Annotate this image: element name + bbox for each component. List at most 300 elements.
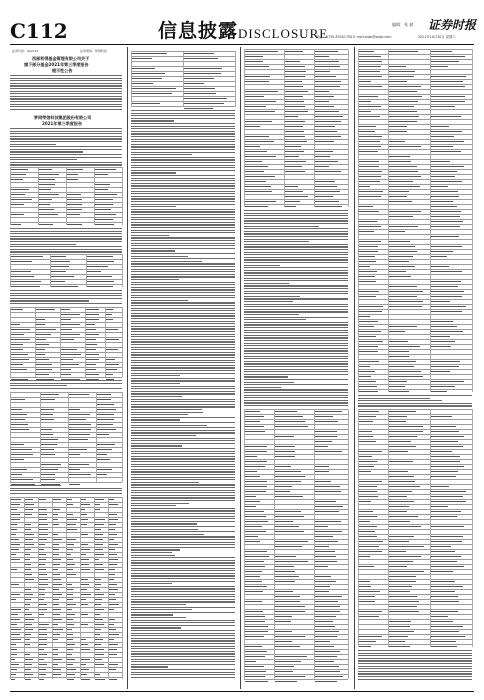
table-column-rule <box>38 167 39 225</box>
table-row <box>358 239 472 240</box>
text-line <box>131 391 235 392</box>
table-row <box>358 624 472 625</box>
table-column-rule <box>472 49 473 392</box>
text-line <box>131 198 235 199</box>
table-cell-text <box>11 339 30 340</box>
table-cell-text <box>39 169 52 170</box>
table-row <box>244 134 348 135</box>
table-cell-text <box>69 419 86 420</box>
text-line <box>244 296 300 297</box>
text-line <box>10 157 122 158</box>
table-cell-text <box>11 659 15 660</box>
text-line <box>131 536 235 537</box>
table-cell-text <box>315 71 330 72</box>
text-line <box>358 403 472 404</box>
text-line <box>131 674 235 675</box>
table-row <box>244 474 348 475</box>
table-row <box>244 464 348 465</box>
text-line <box>10 141 122 142</box>
table-cell-text <box>95 519 105 520</box>
table-row <box>358 304 472 305</box>
table-cell-text <box>95 559 99 560</box>
table-cell-text <box>359 566 374 567</box>
text-line <box>358 673 472 674</box>
text-line <box>131 331 235 332</box>
table-row <box>244 639 348 640</box>
table-cell-text <box>86 374 99 375</box>
table-cell-text <box>245 646 262 647</box>
table-row <box>10 442 122 443</box>
table-cell-text <box>389 116 419 117</box>
table-cell-text <box>36 309 55 310</box>
table-cell-text <box>132 88 176 89</box>
table-cell-text <box>11 509 17 510</box>
table-cell-text <box>359 231 374 232</box>
table-cell-text <box>431 191 458 192</box>
text-line <box>10 290 122 291</box>
table-row <box>358 244 472 245</box>
table-row <box>358 164 472 165</box>
text-line <box>131 128 235 129</box>
table-cell-text <box>39 174 59 175</box>
table-cell-text <box>95 174 108 175</box>
text-line <box>131 492 235 493</box>
table-row <box>10 432 122 433</box>
table-cell-text <box>36 354 45 355</box>
table-cell-text <box>95 659 102 660</box>
table-row <box>358 114 472 115</box>
text-line <box>244 301 293 302</box>
table-cell-text <box>11 286 40 287</box>
text-line <box>244 275 348 276</box>
table-column-rule <box>10 497 11 679</box>
table-column-rule <box>50 254 51 287</box>
table-cell-text <box>431 201 453 202</box>
text-line <box>131 375 180 376</box>
table-row <box>244 139 348 140</box>
table-cell-text <box>431 346 451 347</box>
table-cell-text <box>41 409 54 410</box>
table-cell-text <box>389 631 414 632</box>
table-cell-text <box>359 501 371 502</box>
text-line <box>244 304 348 305</box>
text-line <box>131 305 235 306</box>
table-cell-text <box>389 461 413 462</box>
text-line <box>131 131 235 132</box>
text-line <box>244 285 348 286</box>
text-line <box>131 669 235 670</box>
table-row <box>244 189 348 190</box>
table-cell-text <box>275 561 308 562</box>
text-line <box>131 547 235 548</box>
text-line <box>10 241 122 242</box>
table-cell-text <box>431 451 452 452</box>
table-cell-text <box>67 519 77 520</box>
table-cell-text <box>359 471 371 472</box>
table-cell-text <box>11 369 27 370</box>
text-line <box>131 323 235 324</box>
table-row <box>358 634 472 635</box>
text-line <box>244 252 348 253</box>
table-cell-text <box>245 111 275 112</box>
table-cell-text <box>359 141 380 142</box>
table-cell-text <box>86 324 95 325</box>
text-line <box>244 350 348 351</box>
table-cell-text <box>431 561 457 562</box>
table-row <box>358 544 472 545</box>
text-line <box>131 438 235 439</box>
table-cell-text <box>389 386 405 387</box>
table-cell-text <box>315 201 339 202</box>
table-cell-text <box>25 514 32 515</box>
table-cell-text <box>67 659 75 660</box>
table-cell-text <box>245 556 269 557</box>
text-line <box>131 594 235 595</box>
table-cell-text <box>86 314 99 315</box>
table-cell-text <box>11 644 16 645</box>
text-line <box>244 317 348 318</box>
text-line <box>131 367 235 368</box>
table-cell-text <box>315 96 334 97</box>
table-cell-text <box>285 161 306 162</box>
text-line <box>131 599 235 600</box>
column-4 <box>358 47 474 687</box>
table-row <box>358 614 472 615</box>
table-cell-text <box>51 266 69 267</box>
table-cell-text <box>315 136 341 137</box>
text-line <box>131 526 235 527</box>
table-row <box>10 397 122 398</box>
table-row <box>10 472 122 473</box>
table-cell-text <box>81 644 88 645</box>
table-cell-text <box>39 604 47 605</box>
table-cell-text <box>359 196 381 197</box>
table-cell-text <box>431 271 462 272</box>
table-cell-text <box>389 201 412 202</box>
table-cell-text <box>431 541 462 542</box>
text-line <box>244 267 348 268</box>
text-line <box>131 266 235 267</box>
table-row <box>244 659 348 660</box>
table-cell-text <box>11 474 22 475</box>
table-column-rule <box>85 307 86 377</box>
table-cell-text <box>39 524 48 525</box>
table-cell-text <box>39 554 46 555</box>
text-line <box>131 191 235 192</box>
table-cell-text <box>389 586 412 587</box>
text-line <box>10 383 122 384</box>
table-row <box>358 349 472 350</box>
table-cell-text <box>25 589 31 590</box>
table-cell-text <box>431 251 453 252</box>
table-cell-text <box>245 476 260 477</box>
table-row <box>358 179 472 180</box>
table-cell-text <box>359 111 371 112</box>
table-cell-text <box>275 661 301 662</box>
table-cell-text <box>81 534 88 535</box>
table-cell-text <box>431 141 464 142</box>
table-cell-text <box>69 414 90 415</box>
table-column-rule <box>388 49 389 392</box>
table-row <box>358 449 472 450</box>
table-row <box>358 294 472 295</box>
table-cell-text <box>389 156 410 157</box>
text-line <box>244 345 348 346</box>
table-row <box>358 589 472 590</box>
text-line <box>131 388 235 389</box>
table-cell-text <box>11 504 20 505</box>
table-cell-text <box>39 534 48 535</box>
table-row <box>358 259 472 260</box>
table-column-rule <box>122 392 123 482</box>
table-row <box>358 599 472 600</box>
table-cell-text <box>389 181 413 182</box>
table-cell-text <box>359 421 373 422</box>
table-row <box>244 564 348 565</box>
table-cell-text <box>275 526 299 527</box>
table-cell-text <box>36 329 56 330</box>
table-column-rule <box>60 307 61 377</box>
table-cell-text <box>11 224 21 225</box>
table-cell-text <box>53 609 61 610</box>
table-row <box>10 467 122 468</box>
table-cell-text <box>389 326 417 327</box>
table-cell-text <box>359 591 380 592</box>
table-cell-text <box>245 191 272 192</box>
table-cell-text <box>11 199 32 200</box>
table-cell-text <box>245 586 267 587</box>
table-row <box>244 644 348 645</box>
table-column-rule <box>122 307 123 377</box>
table-cell-text <box>389 191 409 192</box>
table-cell-text <box>81 589 87 590</box>
table-cell-text <box>11 344 23 345</box>
table-cell-text <box>81 569 90 570</box>
table-cell-text <box>11 534 16 535</box>
table-cell-text <box>315 51 338 52</box>
text-line <box>10 151 83 152</box>
table-cell-text <box>431 526 464 527</box>
table-cell-text <box>245 481 267 482</box>
table-cell-text <box>81 584 89 585</box>
table-cell-text <box>315 591 329 592</box>
table-cell-text <box>359 246 378 247</box>
table-row <box>244 559 348 560</box>
table-cell-text <box>11 569 17 570</box>
table-cell-text <box>359 296 376 297</box>
table-row <box>358 409 472 410</box>
table-cell-text <box>95 554 104 555</box>
table-cell-text <box>67 559 73 560</box>
table-cell-text <box>53 619 62 620</box>
text-line <box>131 412 203 413</box>
table-column-rule <box>10 254 11 287</box>
table-row <box>358 324 472 325</box>
table-cell-text <box>39 599 44 600</box>
table-cell-text <box>245 496 256 497</box>
table-column-rule <box>86 254 87 287</box>
table-cell-text <box>67 224 82 225</box>
table-cell-text <box>431 546 451 547</box>
table-cell-text <box>53 559 61 560</box>
text-line <box>10 228 122 229</box>
table-column-rule <box>244 409 245 679</box>
table-cell-text <box>95 549 103 550</box>
text-line <box>10 154 122 155</box>
table-column-rule <box>472 409 473 647</box>
table-cell-text <box>245 486 267 487</box>
table-row <box>244 99 348 100</box>
table-cell-text <box>67 639 73 640</box>
table-row <box>358 414 472 415</box>
table-cell-text <box>11 654 17 655</box>
table-cell-text <box>431 596 458 597</box>
table-row <box>244 569 348 570</box>
table-cell-text <box>359 581 370 582</box>
table-cell-text <box>389 566 407 567</box>
table-cell-text <box>109 619 115 620</box>
table-cell-text <box>67 564 75 565</box>
text-line <box>131 339 235 340</box>
table-row <box>358 539 472 540</box>
table-cell-text <box>67 654 72 655</box>
table-cell-text <box>275 566 294 567</box>
table-cell-text <box>389 371 421 372</box>
table-row <box>244 434 348 435</box>
table-row <box>244 574 348 575</box>
text-line <box>131 201 235 202</box>
table-cell-text <box>109 669 116 670</box>
table-row <box>10 452 122 453</box>
table-row <box>10 377 122 378</box>
table-row <box>358 254 472 255</box>
table-cell-text <box>359 261 376 262</box>
table-cell-text <box>315 661 334 662</box>
table-row <box>244 104 348 105</box>
table-cell-text <box>275 591 293 592</box>
table-cell-text <box>109 634 119 635</box>
table-column-rule <box>52 497 53 679</box>
table-cell-text <box>389 376 423 377</box>
report-title: 2021年第三季度报告 <box>42 121 83 126</box>
table-row <box>10 402 122 403</box>
table-cell-text <box>285 141 307 142</box>
table-cell-text <box>315 561 337 562</box>
text-line <box>131 596 235 597</box>
text-line <box>131 258 235 259</box>
text-line <box>131 206 176 207</box>
table-cell-text <box>81 669 89 670</box>
table-cell-text <box>285 76 305 77</box>
table-row <box>244 109 348 110</box>
table-row <box>244 444 348 445</box>
text-line <box>10 244 76 245</box>
table-cell-text <box>431 116 461 117</box>
text-line <box>131 373 235 374</box>
text-line <box>358 655 472 656</box>
text-line <box>131 243 235 244</box>
table-cell-text <box>25 644 30 645</box>
table-row <box>244 419 348 420</box>
table-cell-text <box>95 619 103 620</box>
table-cell-text <box>25 579 34 580</box>
table-row <box>358 169 472 170</box>
table-row <box>244 579 348 580</box>
table-cell-text <box>95 199 113 200</box>
table-column-rule <box>35 307 36 377</box>
text-line <box>131 651 235 652</box>
text-line <box>244 236 348 237</box>
text-line <box>131 380 235 381</box>
table-cell-text <box>69 474 91 475</box>
table-cell-text <box>39 214 58 215</box>
table-cell-text <box>431 496 463 497</box>
table-cell-text <box>389 476 414 477</box>
text-line <box>131 133 235 134</box>
table-cell-text <box>431 441 458 442</box>
table-cell-text <box>315 581 336 582</box>
table-cell-text <box>53 649 58 650</box>
table-cell-text <box>285 171 305 172</box>
table-cell-text <box>25 634 31 635</box>
table-cell-text <box>109 594 115 595</box>
table-cell-text <box>61 359 73 360</box>
table-row <box>10 284 122 285</box>
table-cell-text <box>275 446 295 447</box>
table-cell-text <box>39 224 53 225</box>
table-cell-text <box>69 469 80 470</box>
table-cell-text <box>25 604 30 605</box>
table-row <box>358 494 472 495</box>
table-cell-text <box>95 634 100 635</box>
text-line <box>244 322 348 323</box>
table-row <box>358 84 472 85</box>
text-line <box>131 656 235 657</box>
table-cell-text <box>389 286 417 287</box>
table-row <box>244 504 348 505</box>
table-cell-text <box>359 211 379 212</box>
text-line <box>131 427 235 428</box>
text-line <box>131 607 235 608</box>
table-cell-text <box>389 306 422 307</box>
text-line <box>358 400 442 401</box>
table-cell-text <box>431 166 464 167</box>
table-cell-text <box>359 346 378 347</box>
table-cell-text <box>95 629 101 630</box>
table-cell-text <box>359 311 382 312</box>
table-cell-text <box>36 369 52 370</box>
date-line: 2021年10月30日 星期六 <box>418 35 456 39</box>
table-cell-text <box>275 606 305 607</box>
column-divider <box>127 47 128 689</box>
table-cell-text <box>431 131 462 132</box>
text-line <box>131 542 235 543</box>
table-cell-text <box>431 86 465 87</box>
table-row <box>358 274 472 275</box>
table-cell-text <box>53 564 60 565</box>
text-line <box>131 552 172 553</box>
table-row <box>358 279 472 280</box>
text-line <box>244 278 348 279</box>
table-cell-text <box>11 179 23 180</box>
table-cell-text <box>109 529 115 530</box>
table-cell-text <box>67 574 76 575</box>
text-line <box>131 308 235 309</box>
text-line <box>131 136 235 137</box>
table-row <box>244 519 348 520</box>
table-cell-text <box>39 614 44 615</box>
table-cell-text <box>69 424 91 425</box>
